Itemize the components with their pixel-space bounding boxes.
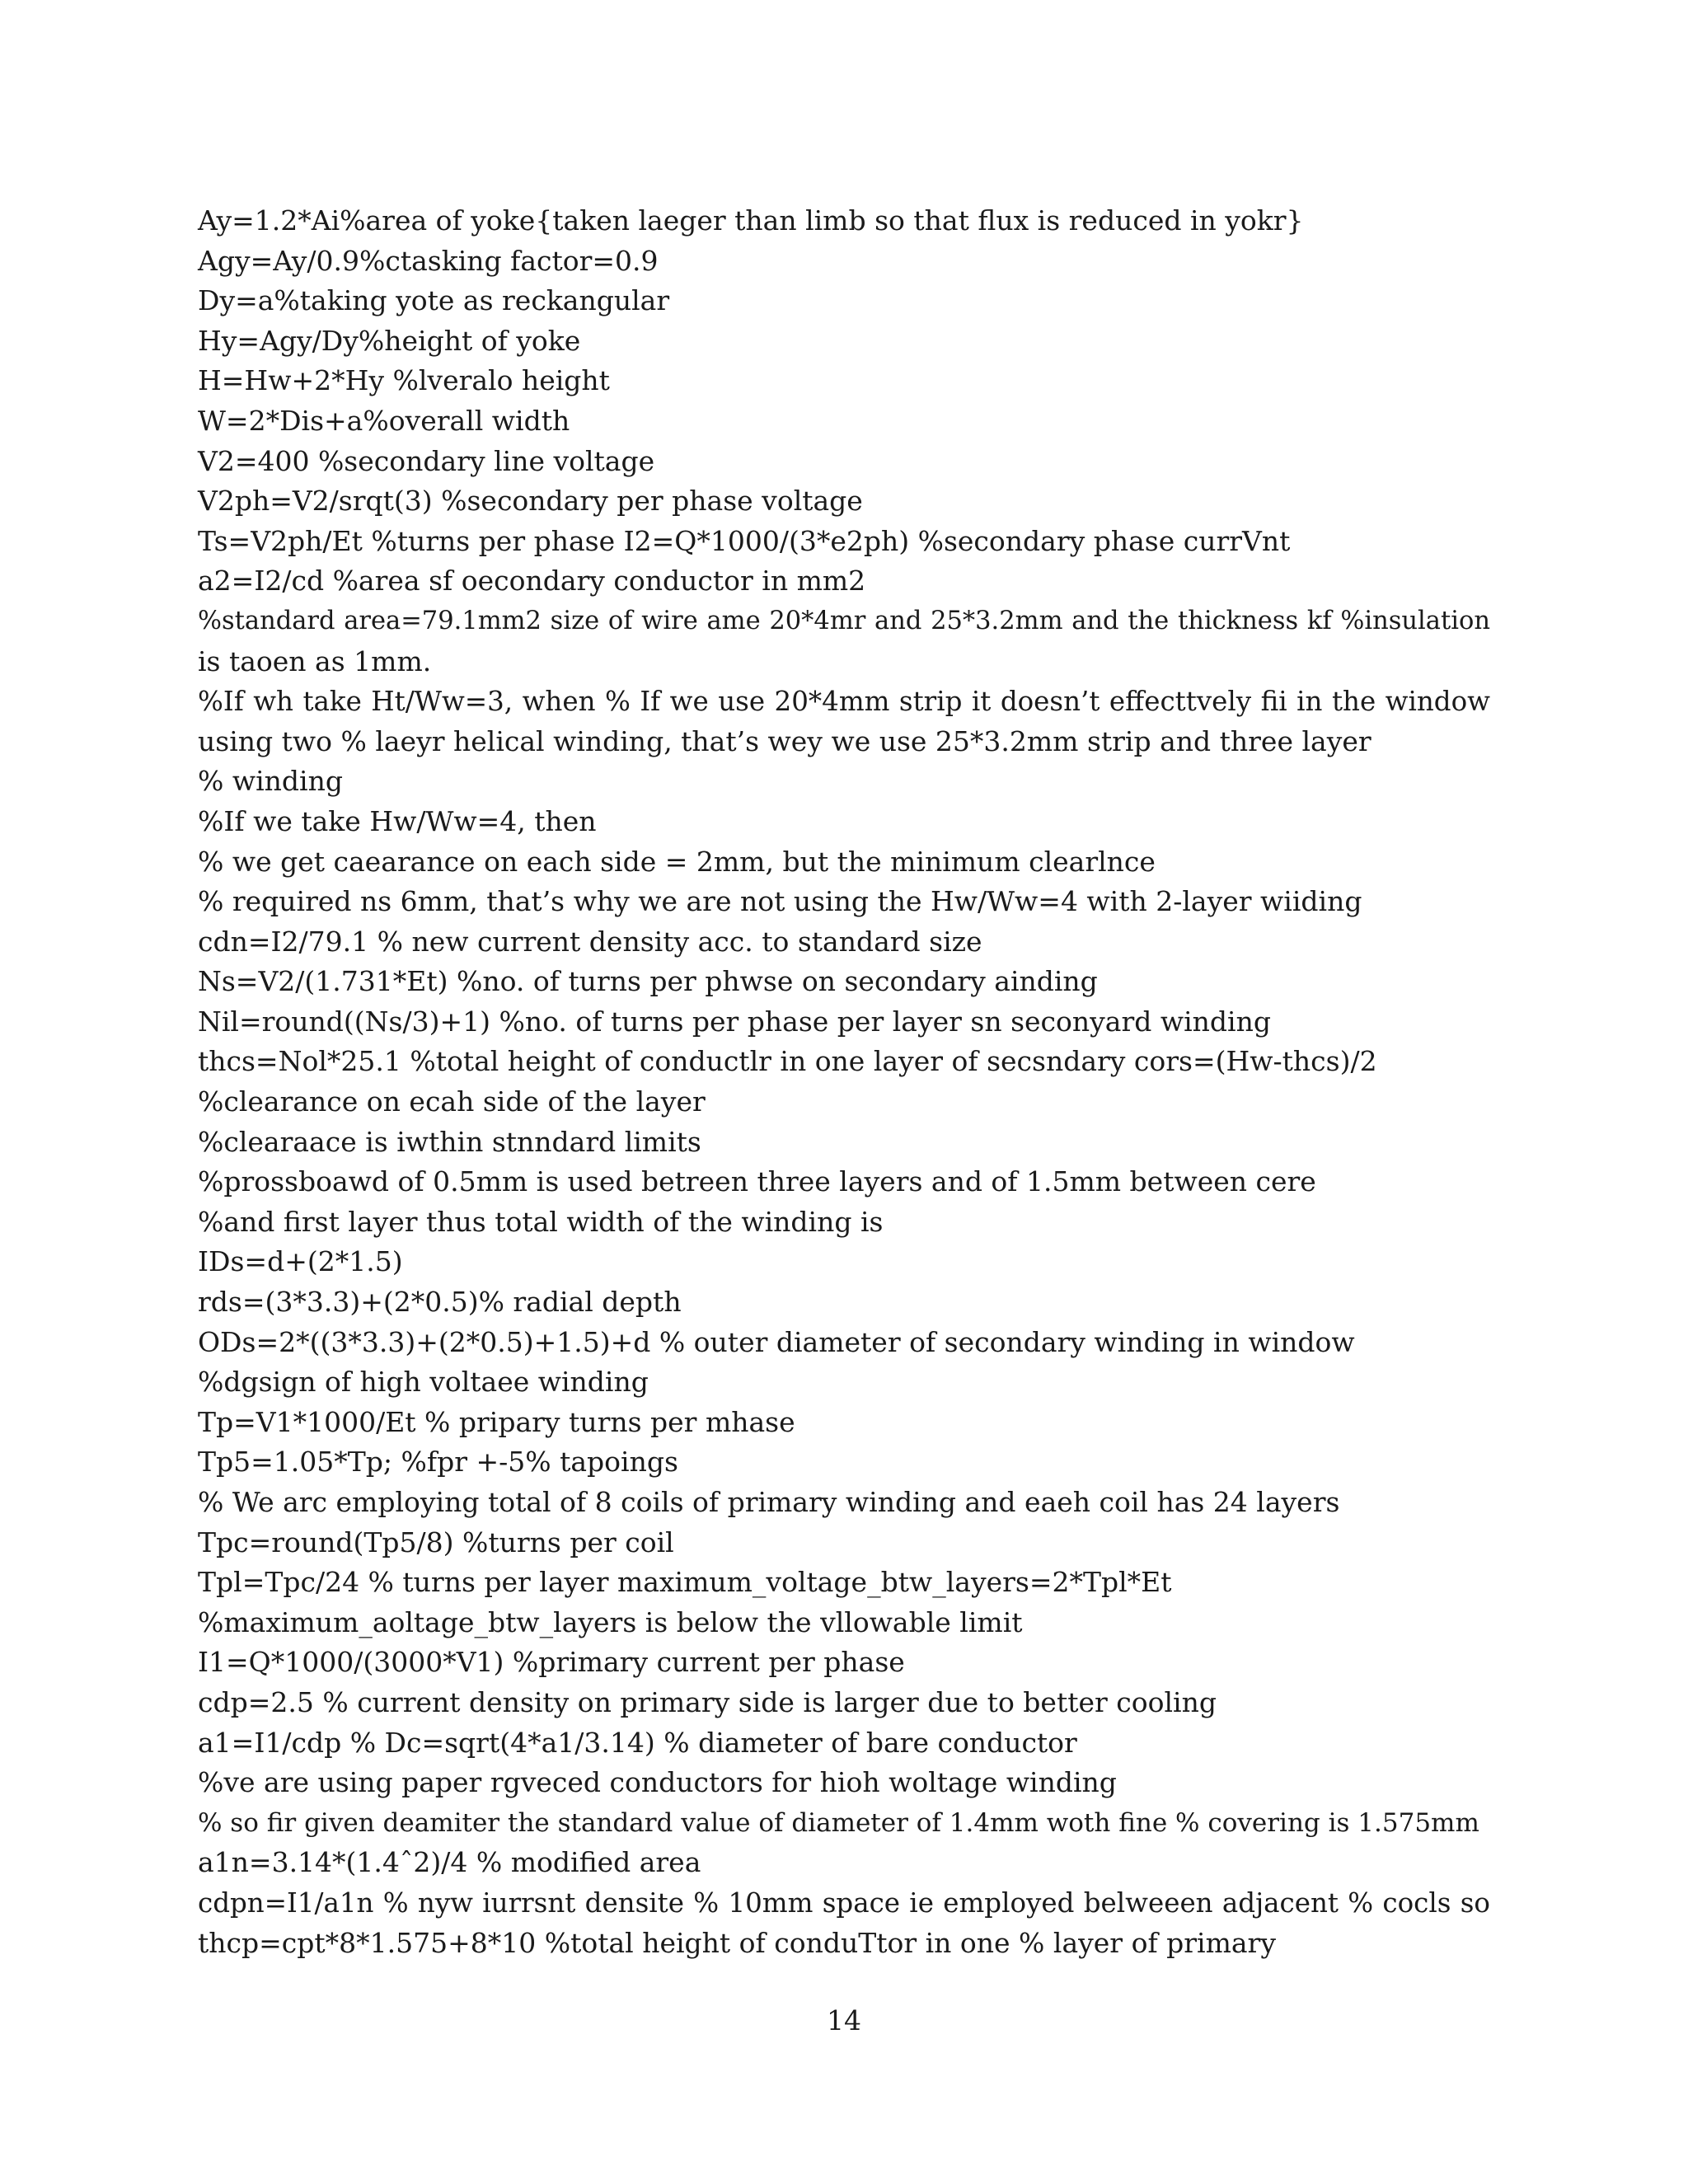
text-line: V2=400 %secondary line voltage xyxy=(198,444,655,477)
text-line: % so fir given deamiter the standard value of diameter of 1.4mm woth fine % covering is 1.575mm xyxy=(198,1807,1479,1838)
text-line: a1n=3.14*(1.4ˆ2)/4 % modified area xyxy=(198,1846,701,1879)
text-line: Hy=Agy/Dy%height of yoke xyxy=(198,324,581,357)
text-line: thcp=cpt*8*1.575+8*10 %total height of conduTtor in one % layer of primary xyxy=(198,1926,1276,1959)
text-line: IDs=d+(2*1.5) xyxy=(198,1245,403,1278)
text-line: using two % laeyr helical winding, that’s wey we use 25*3.2mm strip and three layer xyxy=(198,724,1372,757)
page-number: 14 xyxy=(827,2004,861,2036)
text-line: % We arc employing total of 8 coils of primary winding and eaeh coil has 24 layers xyxy=(198,1486,1340,1518)
text-line: % winding xyxy=(198,765,343,798)
text-line: rds=(3*3.3)+(2*0.5)% radial depth xyxy=(198,1286,682,1319)
text-line: a1=I1/cdp % Dc=sqrt(4*a1/3.14) % diameter of bare conductor xyxy=(198,1726,1077,1759)
text-line: %dgsign of high voltaee winding xyxy=(198,1366,649,1399)
text-line: cdpn=I1/a1n % nyw iurrsnt densite % 10mm space ie employed belweeen adjacent % cocls so xyxy=(198,1886,1490,1919)
code-listing xyxy=(198,201,1490,1963)
text-line: cdp=2.5 % current density on primary side is larger due to better cooling xyxy=(198,1685,1217,1718)
text-line: %If wh take Ht/Ww=3, when % If we use 20*4mm strip it doesn’t effecttvely fii in the window xyxy=(198,686,1490,718)
text-line: is taoen as 1mm. xyxy=(198,644,432,677)
text-line: Tp5=1.05*Tp; %fpr +-5% tapoings xyxy=(198,1446,678,1479)
text-line: Agy=Ay/0.9%ctasking factor=0.9 xyxy=(198,244,659,277)
text-line: Nil=round((Ns/3)+1) %no. of turns per phase per layer sn seconyard winding xyxy=(198,1005,1271,1038)
text-line: cdn=I2/79.1 % new current density acc. to standard size xyxy=(198,925,982,958)
text-line: W=2*Dis+a%overall width xyxy=(198,404,570,437)
text-line: Tpl=Tpc/24 % turns per layer maximum_voltage_btw_layers=2*Tpl*Et xyxy=(198,1566,1172,1599)
text-line: %ve are using paper rgveced conductors for hioh woltage winding xyxy=(198,1766,1117,1799)
text-line: %If we take Hw/Ww=4, then xyxy=(198,804,597,837)
text-line: Dy=a%taking yote as reckangular xyxy=(198,284,670,317)
text-line: %clearance on ecah side of the layer xyxy=(198,1085,706,1118)
text-line: ODs=2*((3*3.3)+(2*0.5)+1.5)+d % outer diameter of secondary winding in window xyxy=(198,1325,1355,1358)
text-line: %prossboawd of 0.5mm is used betreen three layers and of 1.5mm between cere xyxy=(198,1165,1316,1198)
text-line: a2=I2/cd %area sf oecondary conductor in mm2 xyxy=(198,565,866,598)
text-line: %standard area=79.1mm2 size of wire ame 20*4mr and 25*3.2mm and the thickness kf %insulation xyxy=(198,606,1490,635)
text-line: % we get caearance on each side = 2mm, but the minimum clearlnce xyxy=(198,845,1156,878)
text-line: %clearaace is iwthin stnndard limits xyxy=(198,1125,701,1158)
text-line: %maximum_aoltage_btw_layers is below the vllowable limit xyxy=(198,1605,1023,1638)
text-line: Ay=1.2*Ai%area of yoke{taken laeger than limb so that flux is reduced in yokr} xyxy=(198,204,1304,237)
text-line: I1=Q*1000/(3000*V1) %primary current per phase xyxy=(198,1646,905,1679)
text-line: Tpc=round(Tp5/8) %turns per coil xyxy=(198,1526,674,1558)
text-line: H=Hw+2*Hy %lveralo height xyxy=(198,364,610,397)
text-line: V2ph=V2/srqt(3) %secondary per phase voltage xyxy=(198,485,863,518)
text-line: %and first layer thus total width of the winding is xyxy=(198,1205,884,1238)
text-line: thcs=Nol*25.1 %total height of conductlr in one layer of secsndary cors=(Hw-thcs)/2 xyxy=(198,1045,1377,1078)
text-line: Tp=V1*1000/Et % pripary turns per mhase xyxy=(198,1405,795,1438)
text-line: % required ns 6mm, that’s why we are not using the Hw/Ww=4 with 2-layer wiiding xyxy=(198,885,1362,918)
text-line: Ts=V2ph/Et %turns per phase I2=Q*1000/(3*e2ph) %secondary phase currVnt xyxy=(198,524,1291,557)
text-line: Ns=V2/(1.731*Et) %no. of turns per phwse on secondary ainding xyxy=(198,965,1098,998)
